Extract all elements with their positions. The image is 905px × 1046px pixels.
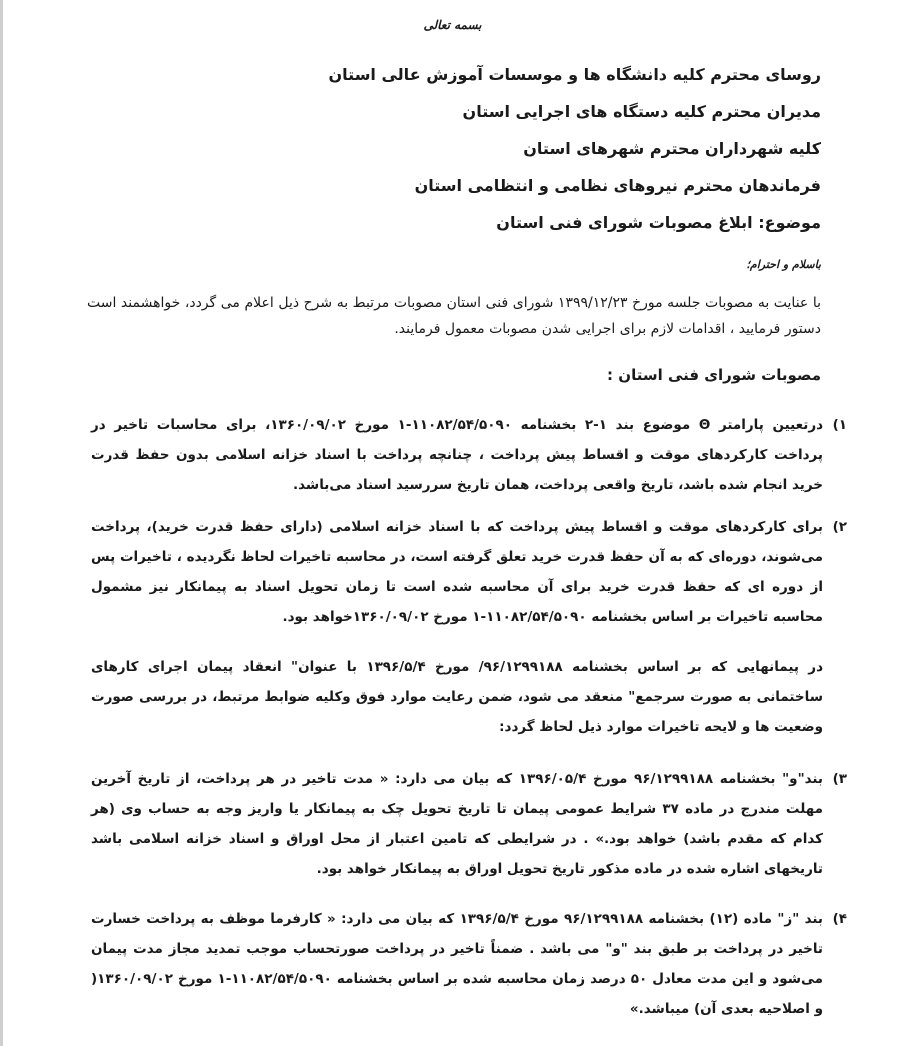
resolution-item bbox=[91, 512, 847, 632]
resolution-paragraph bbox=[91, 652, 823, 742]
basmala-header: بسمه تعالی bbox=[423, 18, 482, 32]
subject-line: موضوع: ابلاغ مصوبات شورای فنی استان bbox=[496, 213, 821, 232]
recipient-list bbox=[101, 62, 821, 247]
recipient-line: کلیه شهرداران محترم شهرهای استان bbox=[523, 139, 821, 158]
item-number: ۱) bbox=[832, 417, 847, 433]
recipient-line: مدیران محترم کلیه دستگاه های اجرایی استان bbox=[462, 102, 821, 121]
item-text: برای کارکردهای موقت و اقساط پیش پرداخت که با اسناد خزانه اسلامی (دارای حفظ قدرت خرید)، پرداخت می‌شوند، دوره‌ای که به آن حفظ قدرت خرید تعلق گرفته است، در محاسبه تاخیرات لحاظ نگردیده ، تاخیرات پس از دوره ای که حفظ قدرت خرید برای آن محاسبه شده است تا زمان تحویل اسناد به پیمانکار نیز مشمول محاسبه تاخیرات بر اساس بخشنامه ۱۱۰۸۲/۵۴/۵۰۹۰-۱ مورخ ۱۳۶۰/۰۹/۰۲خواهد بود. bbox=[91, 519, 823, 625]
resolution-item bbox=[91, 764, 847, 884]
recipient-line: روسای محترم کلیه دانشگاه ها و موسسات آموزش عالی استان bbox=[328, 65, 821, 84]
item-text: بند "ز" ماده (۱۲) بخشنامه ۹۶/۱۲۹۹۱۸۸ مورخ ۱۳۹۶/۵/۴ که بیان می دارد: « کارفرما موظف به پرداخت خسارت تاخیر در پرداخت بر طبق بند "و" می باشد . ضمناً تاخیر در پرداخت صورتحساب موجب تمدید مجاز مدت پیمان می‌شود و این مدت معادل ۵۰ درصد زمان محاسبه شده بر اساس بخشنامه ۱۱۰۸۲/۵۴/۵۰۹۰-۱ مورخ ۱۳۶۰/۰۹/۰۲( و اصلاحیه بعدی آن) میباشد.» bbox=[91, 911, 823, 1017]
item-text: در پیمانهایی که بر اساس بخشنامه ۹۶/۱۲۹۹۱۸۸/ مورخ ۱۳۹۶/۵/۴ با عنوان" انعقاد پیمان اجرای کارهای ساختمانی به صورت سرجمع" منعقد می شود، ضمن رعایت موارد فوق وکلیه ضوابط مرتبط، در بررسی صورت وضعیت ها و لایحه تاخیرات موارد ذیل لحاظ گردد: bbox=[91, 659, 824, 735]
item-number: ۴) bbox=[832, 911, 847, 927]
item-text: درتعیین پارامتر Θ موضوع بند ۱-۲ بخشنامه ۱۱۰۸۲/۵۴/۵۰۹۰-۱ مورخ ۱۳۶۰/۰۹/۰۲، برای محاسبات تاخیر در پرداخت کارکردهای موقت و اقساط پیش پرداخت ، چنانچه پرداخت با اسناد خزانه اسلامی بدون حفظ قدرت خرید انجام شده باشد، تاریخ واقعی پرداخت، همان تاریخ سررسید اسناد می‌باشد. bbox=[91, 417, 824, 493]
item-number: ۲) bbox=[832, 519, 847, 535]
item-number: ۳) bbox=[832, 771, 847, 787]
recipient-line: فرماندهان محترم نیروهای نظامی و انتظامی استان bbox=[414, 176, 821, 195]
resolution-item bbox=[91, 410, 847, 500]
resolutions-heading: مصوبات شورای فنی استان : bbox=[607, 366, 821, 384]
page-edge-divider bbox=[0, 0, 3, 1046]
resolution-item bbox=[91, 904, 847, 1024]
greeting: باسلام و احترام؛ bbox=[746, 258, 821, 271]
item-text: بند"و" بخشنامه ۹۶/۱۲۹۹۱۸۸ مورخ ۱۳۹۶/۰۵/۴ که بیان می دارد: « مدت تاخیر در هر پرداخت، از تاریخ آخرین مهلت مندرج در ماده ۳۷ شرایط عمومی پیمان تا تاریخ تحویل چک به پیمانکار یا واریز وجه به حساب وی (هر کدام که مقدم باشد) خواهد بود.» . در شرایطی که تامین اعتبار از محل اوراق و اسناد خزانه اسلامی باشد تاریخهای اشاره شده در ماده مذکور تاریخ تحویل اوراق به پیمانکار خواهد بود. bbox=[91, 771, 823, 877]
intro-paragraph: با عنایت به مصوبات جلسه مورخ ۱۳۹۹/۱۲/۲۳ شورای فنی استان مصوبات مرتبط به شرح ذیل اعلام می گردد، خواهشمند است دستور فرمایید ، اقدامات لازم برای اجرایی شدن مصوبات معمول فرمایند. bbox=[87, 295, 822, 337]
